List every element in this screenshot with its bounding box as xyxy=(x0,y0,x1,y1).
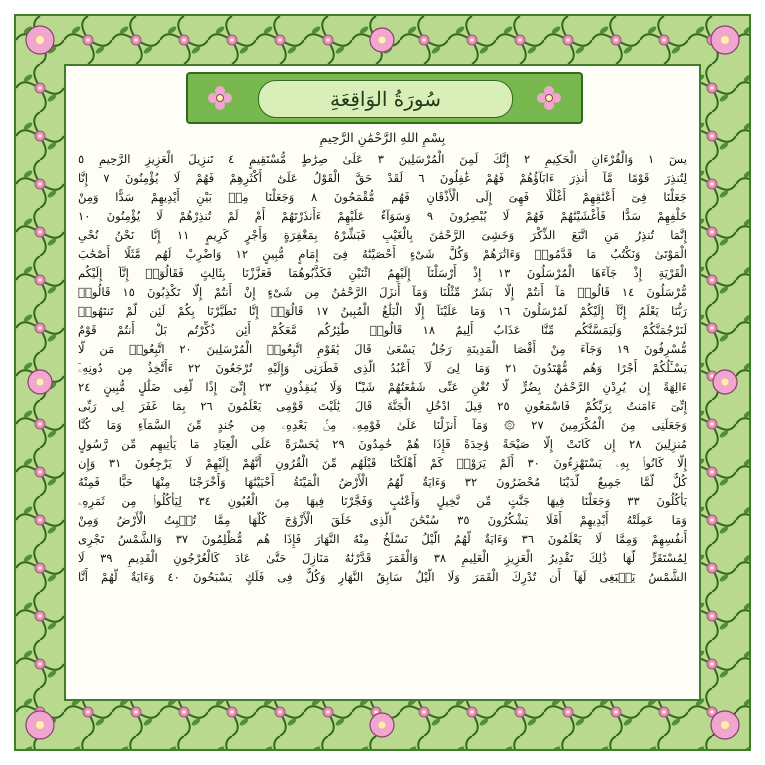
header-flower-icon xyxy=(206,84,234,112)
verse-line: يَسْـَٔلُكُمْ أَجْرًا وَهُم مُّهْتَدُونَ ٢١ وَمَا لِىَ لَآ أَعْبُدُ الَّذِى فَطَرَنِى وَإِلَيْهِ تُرْجَعُونَ ٢٢ ءَأَتَّخِذُ مِن دُونِهِۦٓ xyxy=(78,361,687,375)
verse-line: مُنزِلِينَ ٢٨ إِن كَانَتْ إِلَّا صَيْحَةً وَٰحِدَةً فَإِذَا هُمْ خَٰمِدُونَ ٢٩ يَٰحَسْرَةً عَلَى الْعِبَادِ مَا يَأْتِيهِم مِّن رَّسُولٍ xyxy=(78,437,687,451)
verse-line: لَنَرْجُمَنَّكُمْ وَلَيَمَسَّنَّكُم مِّنَّا عَذَابٌ أَلِيمٌ ١٨ قَالُوا۟ طَٰٓئِرُكُم مَّعَكُمْ أَئِن ذُكِّرْتُم بَلْ أَنتُمْ قَوْمٌ xyxy=(78,323,687,337)
surah-title-plate xyxy=(258,80,513,118)
verse-line: ءَالِهَةً إِن يُرِدْنِ الرَّحْمَٰنُ بِضُرٍّ لَّا تُغْنِ عَنِّى شَفَٰعَتُهُمْ شَيْـًٔا وَلَا يُنقِذُونِ ٢٣ إِنِّىٓ إِذًا لَّفِى ضَلَٰلٍ مُّبِينٍ ٢٤ xyxy=(78,380,687,394)
verse-line: الْمَوْتَىٰ وَنَكْتُبُ مَا قَدَّمُوا۟ وَءَاثَٰرَهُمْ وَكُلَّ شَىْءٍ أَحْصَيْنَٰهُ فِىٓ إِمَامٍ مُّبِينٍ ١٢ وَاضْرِبْ لَهُم مَّثَلًا أَصْحَٰبَ xyxy=(78,247,687,261)
ornamental-border xyxy=(14,14,751,751)
verse-line: لِمُسْتَقَرٍّ لَّهَا ذَٰلِكَ تَقْدِيرُ الْعَزِيزِ الْعَلِيمِ ٣٨ وَالْقَمَرَ قَدَّرْنَٰهُ مَنَازِلَ حَتَّىٰ عَادَ كَالْعُرْجُونِ الْقَدِيمِ ٣٩ لَا xyxy=(78,551,687,565)
verse-line: مُّرْسَلُونَ ١٤ قَالُوا۟ مَآ أَنتُمْ إِلَّا بَشَرٌ مِّثْلُنَا وَمَآ أَنزَلَ الرَّحْمَٰنُ مِن شَىْءٍ إِنْ أَنتُمْ إِلَّا تَكْذِبُونَ ١٥ قَالُوا۟ xyxy=(78,285,687,299)
verse-line: رَبُّنَا يَعْلَمُ إِنَّآ إِلَيْكُمْ لَمُرْسَلُونَ ١٦ وَمَا عَلَيْنَآ إِلَّا الْبَلَٰغُ الْمُبِينُ ١٧ قَالُوٓا۟ إِنَّا تَطَيَّرْنَا بِكُمْ لَئِن لَّمْ تَنتَهُوا۟ xyxy=(78,304,687,318)
verse-line: إِنِّىٓ ءَامَنتُ بِرَبِّكُمْ فَاسْمَعُونِ ٢٥ قِيلَ ادْخُلِ الْجَنَّةَ قَالَ يَٰلَيْتَ قَوْمِى يَعْلَمُونَ ٢٦ بِمَا غَفَرَ لِى رَبِّى xyxy=(78,399,687,413)
verse-line: وَمَا عَمِلَتْهُ أَيْدِيهِمْ أَفَلَا يَشْكُرُونَ ٣٥ سُبْحَٰنَ الَّذِى خَلَقَ الْأَزْوَٰجَ كُلَّهَا مِمَّا تُنۢبِتُ الْأَرْضُ وَمِنْ xyxy=(78,513,687,527)
surah-title: سُورَةُ الوَاقِعَةِ xyxy=(329,87,442,111)
verse-line: يَأْكُلُونَ ٣٣ وَجَعَلْنَا فِيهَا جَنَّٰتٍ مِّن نَّخِيلٍ وَأَعْنَٰبٍ وَفَجَّرْنَا فِيهَا مِنَ الْعُيُونِ ٣٤ لِيَأْكُلُوا۟ مِن ثَمَرِهِۦ xyxy=(78,494,687,508)
verse-line: إِلَّا كَانُوا۟ بِهِۦ يَسْتَهْزِءُونَ ٣٠ أَلَمْ يَرَوْا۟ كَمْ أَهْلَكْنَا قَبْلَهُم مِّنَ الْقُرُونِ أَنَّهُمْ إِلَيْهِمْ لَا يَرْجِعُونَ ٣١ وَإِن xyxy=(78,456,687,470)
verse-line: الْقَرْيَةِ إِذْ جَآءَهَا الْمُرْسَلُونَ ١٣ إِذْ أَرْسَلْنَآ إِلَيْهِمُ اثْنَيْنِ فَكَذَّبُوهُمَا فَعَزَّزْنَا بِثَالِثٍ فَقَالُوٓا۟ إِنَّآ إِلَيْكُم xyxy=(78,266,687,280)
verse-line: لِتُنذِرَ قَوْمًا مَّآ أُنذِرَ ءَابَآؤُهُمْ فَهُمْ غَٰفِلُونَ ٦ لَقَدْ حَقَّ الْقَوْلُ عَلَىٰٓ أَكْثَرِهِمْ فَهُمْ لَا يُؤْمِنُونَ ٧ إِنَّا xyxy=(78,171,687,185)
verse-line: أَنفُسِهِمْ وَمِمَّا لَا يَعْلَمُونَ ٣٦ وَءَايَةٌ لَّهُمُ الَّيْلُ نَسْلَخُ مِنْهُ النَّهَارَ فَإِذَا هُم مُّظْلِمُونَ ٣٧ وَالشَّمْسُ تَجْرِى xyxy=(78,532,687,546)
verse-text-block xyxy=(78,150,687,691)
verse-line: إِنَّمَا تُنذِرُ مَنِ اتَّبَعَ الذِّكْرَ وَخَشِىَ الرَّحْمَٰنَ بِالْغَيْبِ فَبَشِّرْهُ بِمَغْفِرَةٍ وَأَجْرٍ كَرِيمٍ ١١ إِنَّا نَحْنُ نُحْىِ xyxy=(78,228,687,242)
verse-line: يسٓ ١ وَالْقُرْءَانِ الْحَكِيمِ ٢ إِنَّكَ لَمِنَ الْمُرْسَلِينَ ٣ عَلَىٰ صِرَٰطٍ مُّسْتَقِيمٍ ٤ تَنزِيلَ الْعَزِيزِ الرَّحِيمِ ٥ xyxy=(78,152,687,166)
header-flower-icon xyxy=(535,84,563,112)
verse-line: جَعَلْنَا فِىٓ أَعْنَٰقِهِمْ أَغْلَٰلًا فَهِىَ إِلَى الْأَذْقَانِ فَهُم مُّقْمَحُونَ ٨ وَجَعَلْنَا مِنۢ بَيْنِ أَيْدِيهِمْ سَدًّا وَمِنْ xyxy=(78,190,687,204)
verse-line: الشَّمْسُ يَنۢبَغِى لَهَآ أَن تُدْرِكَ الْقَمَرَ وَلَا الَّيْلُ سَابِقُ النَّهَارِ وَكُلٌّ فِى فَلَكٍ يَسْبَحُونَ ٤٠ وَءَايَةٌ لَّهُمْ أَنَّا xyxy=(78,570,687,584)
page-body xyxy=(64,64,701,701)
verse-line: وَجَعَلَنِى مِنَ الْمُكْرَمِينَ ٢٧ ۞ وَمَآ أَنزَلْنَا عَلَىٰ قَوْمِهِۦ مِنۢ بَعْدِهِۦ مِن جُندٍ مِّنَ السَّمَآءِ وَمَا كُنَّا xyxy=(78,418,687,432)
basmala: بِسْمِ اللهِ الرَّحْمَٰنِ الرَّحِيمِ xyxy=(319,130,446,145)
verse-line: كُلٌّ لَّمَّا جَمِيعٌ لَّدَيْنَا مُحْضَرُونَ ٣٢ وَءَايَةٌ لَّهُمُ الْأَرْضُ الْمَيْتَةُ أَحْيَيْنَٰهَا وَأَخْرَجْنَا مِنْهَا حَبًّا فَمِنْهُ xyxy=(78,475,687,489)
verse-line: مُّسْرِفُونَ ١٩ وَجَآءَ مِنْ أَقْصَا الْمَدِينَةِ رَجُلٌ يَسْعَىٰ قَالَ يَٰقَوْمِ اتَّبِعُوا۟ الْمُرْسَلِينَ ٢٠ اتَّبِعُوا۟ مَن لَّا xyxy=(78,342,687,356)
verse-line: خَلْفِهِمْ سَدًّا فَأَغْشَيْنَٰهُمْ فَهُمْ لَا يُبْصِرُونَ ٩ وَسَوَآءٌ عَلَيْهِمْ ءَأَنذَرْتَهُمْ أَمْ لَمْ تُنذِرْهُمْ لَا يُؤْمِنُونَ ١٠ xyxy=(78,209,687,223)
surah-header xyxy=(186,72,583,124)
